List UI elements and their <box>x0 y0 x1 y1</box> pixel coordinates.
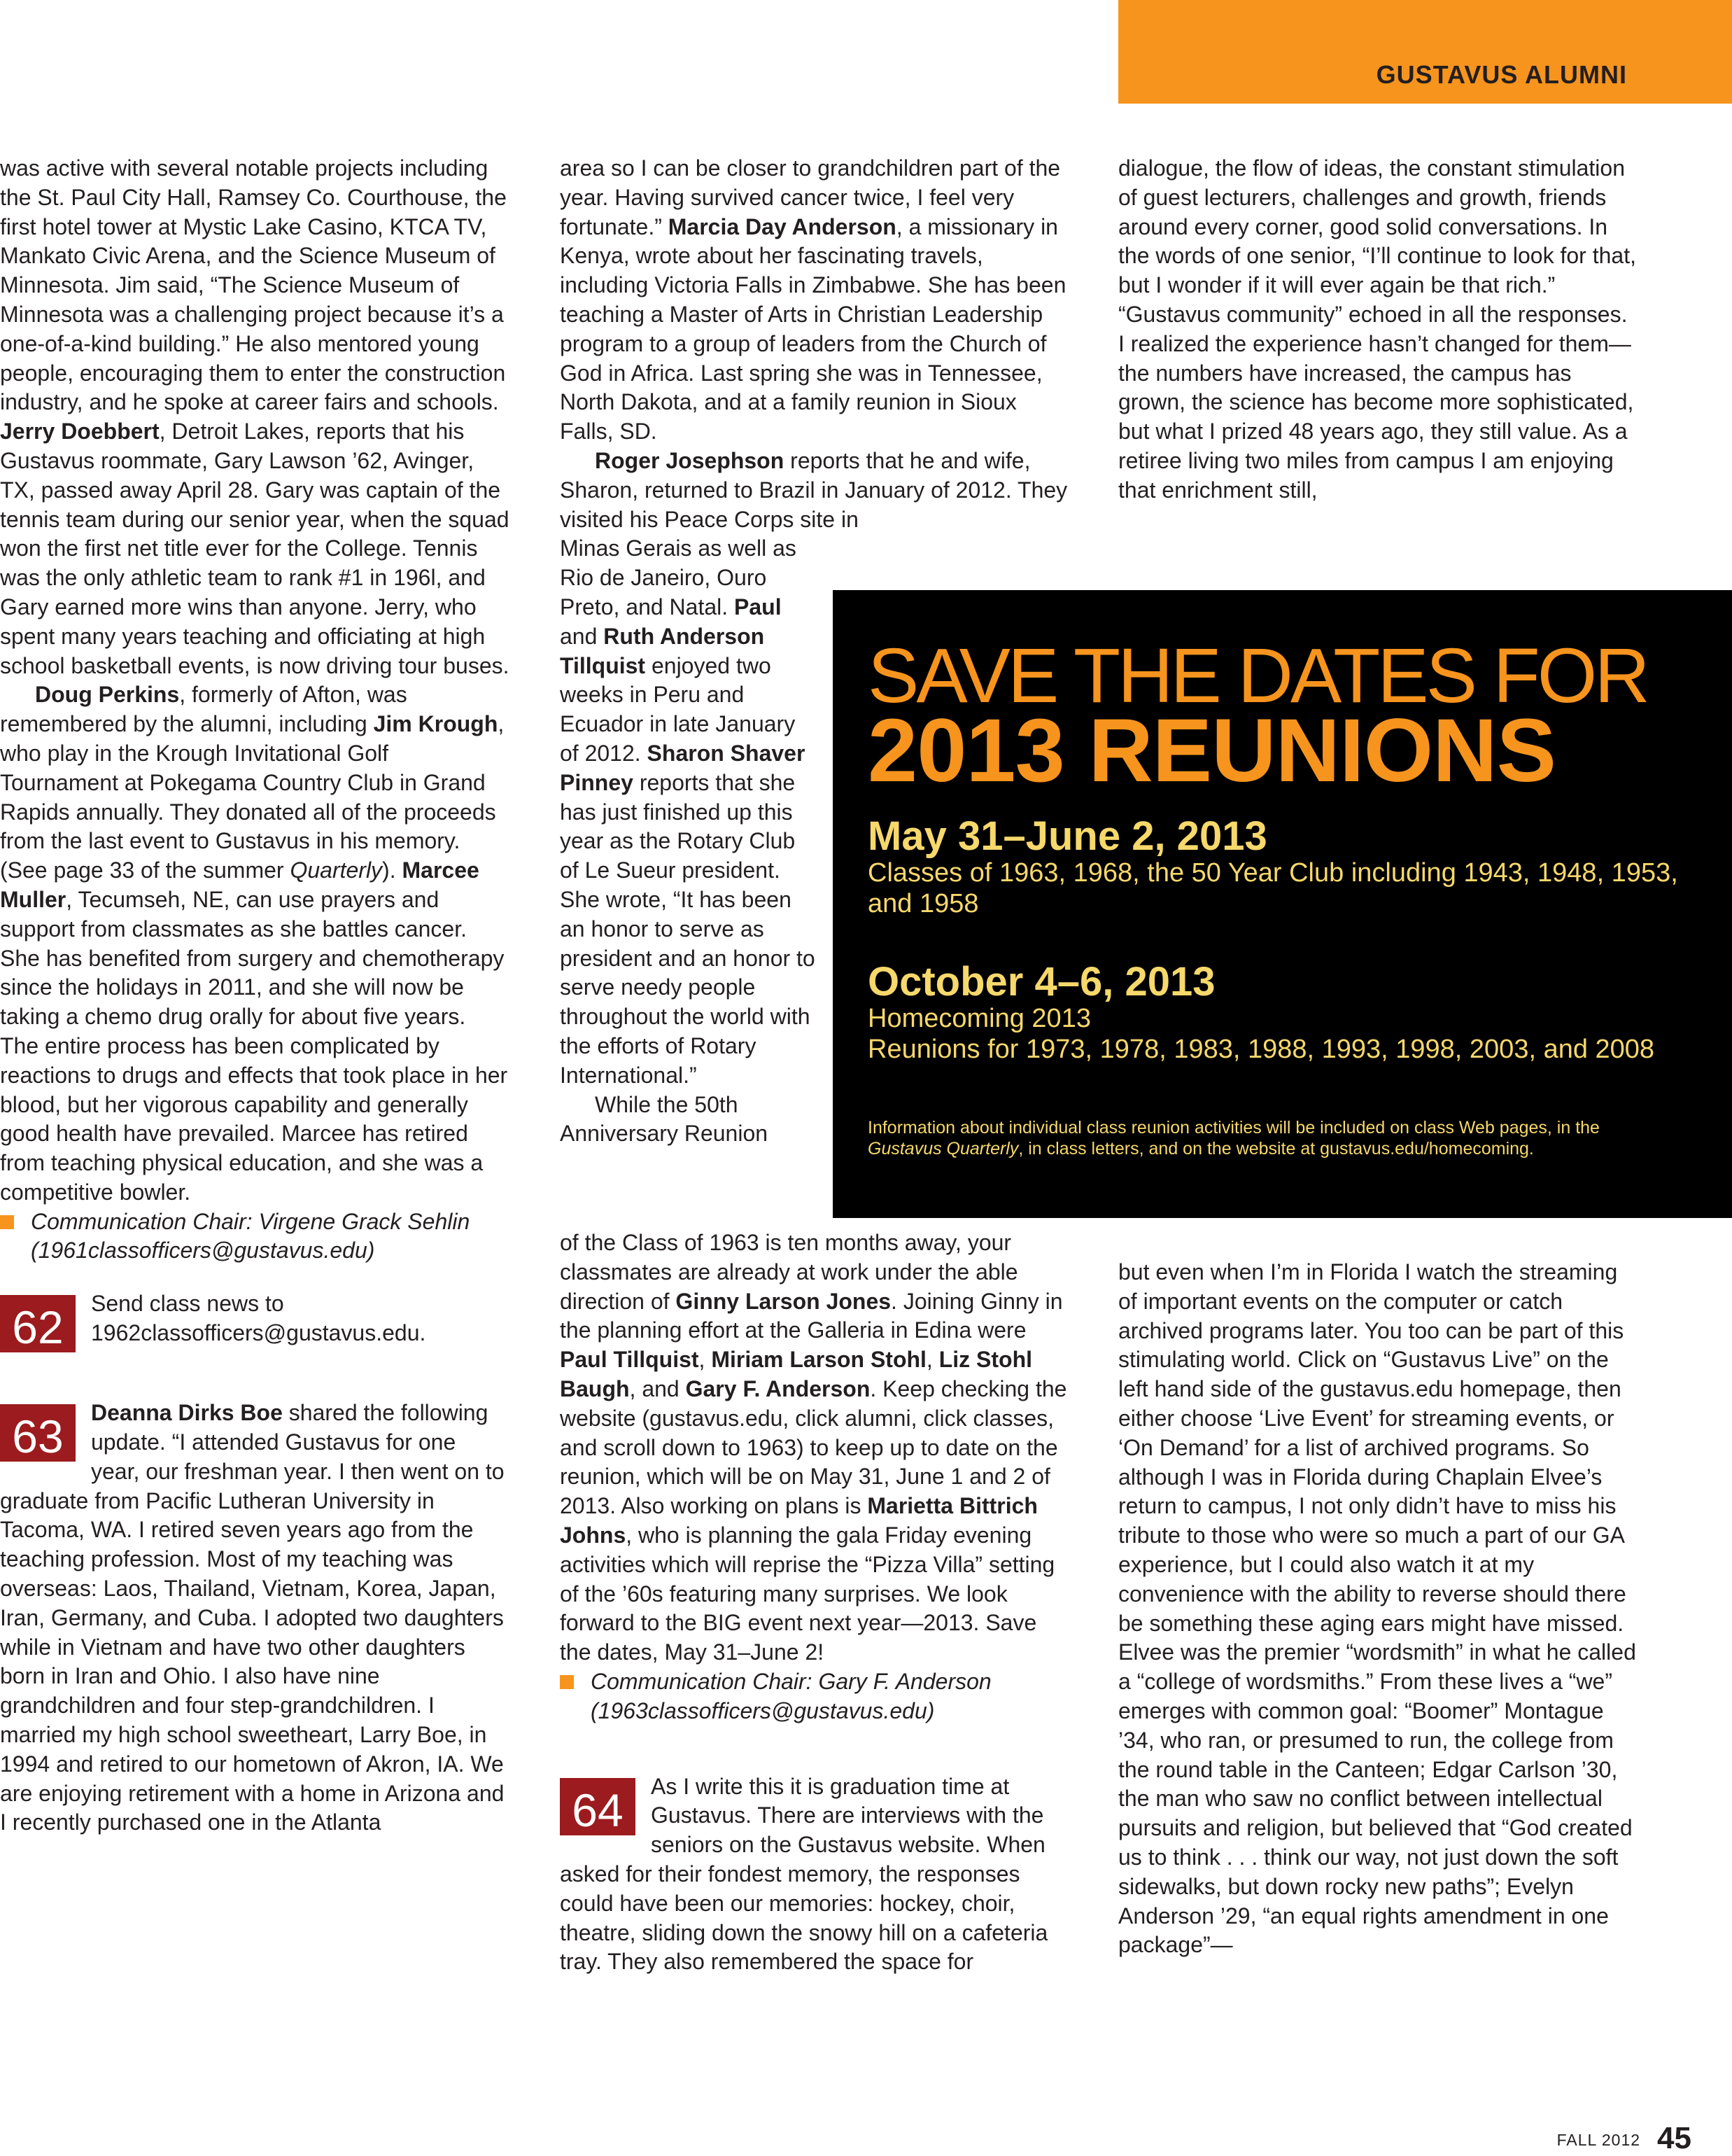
text: , formerly of Afton, was remembered by the alumni, including <box>0 682 407 737</box>
promo-heading: SAVE THE DATES FOR <box>868 633 1647 719</box>
text: reports that he and wife, Sharon, returned to Brazil in January of 2012. They visited his Peace Corps site in <box>560 447 1068 532</box>
text: , <box>926 1347 939 1373</box>
text: , a missionary in Kenya, wrote about her fascinating travels, including Victoria Falls in Zimbabwe. She has been teaching a Master of Arts in Christian Leadership program to a group of leaders from the Church of God in Africa. Last spring she was in Tennessee, North Dakota, and at a family reunion in Sioux Falls, SD. <box>560 214 1066 444</box>
publication-title: Gustavus Quarterly <box>868 1139 1019 1158</box>
text: , in class letters, and on the website at gustavus.edu/homecoming. <box>1018 1139 1534 1158</box>
class-63-entry <box>0 1399 509 1837</box>
text: reports that she has just finished up this year as the Rotary Club of Le Sueur president. She wrote, “It has been an honor to serve as president and an honor to serve needy people throughout the world with the efforts of Rotary International.” <box>560 769 815 1088</box>
column-right <box>1118 154 1636 505</box>
bullet-square-icon <box>0 1215 14 1229</box>
communication-chair <box>0 1208 509 1266</box>
paragraph <box>0 154 509 680</box>
chair-text: Communication Chair: Gary F. Anderson (1963classofficers@gustavus.edu) <box>591 1668 992 1723</box>
event-description: Reunions for 1973, 1978, 1983, 1988, 1993, 1998, 2003, and 2008 <box>868 1035 1655 1064</box>
text: , who play in the Krough Invitational Golf Tournament at Pokegama Country Club in Grand Rapids annually. They donated all of the proceeds from the last event to Gustavus in his memory. (See page 33 of the summer <box>0 711 505 883</box>
alum-name: Marietta Bittrich Johns <box>560 1493 1038 1548</box>
text: , Detroit Lakes, reports that his Gustavus roommate, Gary Lawson ’62, Avinger, TX, passed away April 28. Gary was captain of the tennis team during our senior year, when the squad won the first net title ever for the College. Tennis was the only athletic team to rank #1 in 196l, and Gary earned more wins than anyone. Jerry, who spent many years teaching and officiating at high school basketball events, is now driving tour buses. <box>0 419 509 678</box>
class-year-badge: 64 <box>560 1778 635 1835</box>
text: of the Class of 1963 is ten months away, your classmates are already at work under the able direction of <box>560 1230 1018 1314</box>
alum-name: Marcia Day Anderson <box>668 214 896 239</box>
column-right-lower <box>1118 1258 1636 1960</box>
alum-name: Jim Krough <box>373 711 498 737</box>
alum-name: Marcee Muller <box>0 858 479 912</box>
text: , who is planning the gala Friday evening activities which will reprise the “Pizza Villa” setting of the ’60s featuring many surprises. We look forward to the BIG event next year—2013. Save the dates, May 31–June 2! <box>560 1522 1055 1665</box>
paragraph <box>560 447 1069 534</box>
text: ). <box>382 858 402 883</box>
paragraph: As I write this it is graduation time at Gustavus. There are interviews with the seniors on the Gustavus website. When asked for their fondest memory, the responses could have been our memories: hockey, choir, theatre, sliding down the snowy hill on a cafeteria tray. They also remembered the space for <box>560 1773 1048 1975</box>
text: Minas Gerais as well as Rio de Janeiro, Ouro Preto, and Natal. <box>560 536 796 620</box>
text: , Tecumseh, NE, can use prayers and support from classmates as she battles cancer. She has benefited from surgery and chemotherapy since the holidays in 2011, and she will now be taking a chemo drug orally for about five years. The entire process has been complicated by reactions to drugs and effects that took place in her blood, but her vigorous capability and generally good health have prevailed. Marcee has retired from teaching physical education, and she was a competitive bowler. <box>0 886 508 1205</box>
alum-name: Liz Stohl Baugh <box>560 1347 1033 1401</box>
paragraph <box>560 154 1069 447</box>
event-description: Classes of 1963, 1968, the 50 Year Club including 1943, 1948, 1953, and 1958 <box>868 858 1678 918</box>
chair-text: Communication Chair: Virgene Grack Sehlin (1961classofficers@gustavus.edu) <box>31 1208 470 1264</box>
paragraph: dialogue, the flow of ideas, the constant stimulation of guest lecturers, challenges and growth, friends around every corner, good solid conversations. In the words of one senior, “I’ll continue to look for that, but I wonder if it will ever again be that rich.” “Gustavus community” echoed in all the responses. I realized the experience hasn’t changed for them—the numbers have increased, the campus has grown, the science has become more sophisticated, but what I prized 48 years ago, they still value. As a retiree living two miles from campus I am enjoying that enrichment still, <box>1118 155 1636 503</box>
promo-info <box>868 1117 1673 1159</box>
alum-name: Jerry Doebbert <box>0 419 160 444</box>
alum-name: Sharon Shaver Pinney <box>560 740 805 795</box>
alum-name: Deanna Dirks Boe <box>91 1400 283 1426</box>
section-title: GUSTAVUS ALUMNI <box>1376 60 1627 89</box>
save-the-dates-box <box>833 590 1732 1218</box>
event-description: Homecoming 2013 <box>868 1004 1091 1033</box>
class-64-entry <box>560 1772 1069 1977</box>
alum-name: Paul Tillquist <box>560 1347 699 1373</box>
event-date: October 4–6, 2013 <box>868 959 1216 1004</box>
text: , and <box>629 1376 686 1401</box>
publication-title: Quarterly <box>290 858 383 883</box>
text: area so I can be closer to grandchildren part of the year. Having survived cancer twice, I feel very fortunate.” <box>560 155 1061 239</box>
paragraph <box>0 1399 509 1837</box>
paragraph-narrow <box>560 534 819 1090</box>
text: shared the following update. “I attended Gustavus for one year, our freshman year. I then went on to graduate from Pacific Lutheran University in Tacoma, WA. I retired seven years ago from the teaching profession. Most of my teaching was overseas: Laos, Thailand, Vietnam, Korea, Japan, Iran, Germany, and Cuba. I adopted two daughters while in Vietnam and have two other daughters born in Iran and Ohio. I also have nine grandchildren and four step-grandchildren. I married my high school sweetheart, Larry Boe, in 1994 and retired to our hometown of Akron, IA. We are enjoying retirement with a home in Arizona and I recently purchased one in the Atlanta <box>0 1400 505 1835</box>
text: , <box>698 1347 712 1373</box>
paragraph <box>0 680 509 1207</box>
text: was active with several notable projects including the St. Paul City Hall, Ramsey Co. Courthouse, the first hotel tower at Mystic Lake Casino, KTCA TV, Mankato Civic Arena, and the Science Museum of Minnesota. Jim said, “The Science Museum of Minnesota was a challenging project because it’s a one-of-a-kind building.” He also mentored young people, encouraging them to enter the construction industry, and he spoke at career fairs and schools. <box>0 155 507 415</box>
class-62-entry <box>0 1289 509 1352</box>
alum-name: Doug Perkins <box>35 682 180 708</box>
event-date: May 31–June 2, 2013 <box>868 813 1267 859</box>
text: enjoyed two weeks in Peru and Ecuador in late January of 2012. <box>560 652 796 766</box>
communication-chair <box>560 1667 1069 1726</box>
paragraph <box>560 1228 1069 1667</box>
alum-name: Paul <box>734 594 782 620</box>
text: Information about individual class reunion activities will be included on class Web pages, in the <box>868 1118 1600 1138</box>
alum-name: Roger Josephson <box>595 447 784 473</box>
text: and <box>560 623 604 649</box>
paragraph: but even when I’m in Florida I watch the streaming of important events on the computer or catch archived programs later. You too can be part of this stimulating world. Click on “Gustavus Live” on the left hand side of the gustavus.edu homepage, then either choose ‘Live Event’ for streaming events, or ‘On Demand’ for a list of archived programs. So although I was in Florida during Chaplain Elvee’s return to campus, I not only didn’t have to miss his tribute to those who were so much a part of our GA experience, but I could also watch it at my convenience with the ability to reverse should there be something these aging ears might have missed. Elvee was the premier “wordsmith” in what he called a “college of wordsmiths.” From these lives a “we” emerges with common goal: “Boomer” Montague ’34, who ran, or presumed to run, the college from the round table in the Canteen; Edgar Carlson ’30, the man who saw no conflict between intellectual pursuits and religion, but believed that “God created us to think . . . think our way, not just down the soft sidewalks, but down rocky new paths”; Evelyn Anderson ’29, “an equal rights amendment in one package”— <box>1118 1259 1636 1958</box>
class-year-badge: 63 <box>0 1404 76 1462</box>
bullet-square-icon <box>560 1675 574 1689</box>
alum-name: Gary F. Anderson <box>685 1376 871 1401</box>
column-middle-lower <box>560 1228 1069 1977</box>
issue-season: FALL 2012 <box>1556 2131 1641 2149</box>
paragraph-narrow: While the 50th Anniversary Reunion <box>560 1091 768 1147</box>
text: . Keep checking the website (gustavus.edu, click alumni, click classes, and scroll down to 1963) to keep up to date on the reunion, which will be on May 31, June 1 and 2 of 2013. Also working on plans is <box>560 1376 1067 1519</box>
promo-heading-bold: 2013 REUNIONS <box>868 701 1556 801</box>
alum-name: Ginny Larson Jones <box>675 1288 892 1314</box>
alum-name: Ruth Anderson Tillquist <box>560 623 765 678</box>
text: . Joining Ginny in the planning effort at the Galleria in Edina were <box>560 1288 1063 1343</box>
class-62-text: Send class news to 1962classofficers@gustavus.edu. <box>91 1291 426 1346</box>
alum-name: Miriam Larson Stohl <box>711 1347 927 1373</box>
class-year-badge: 62 <box>0 1295 76 1352</box>
page-number: 45 <box>1657 2121 1691 2155</box>
column-left <box>0 154 509 1837</box>
